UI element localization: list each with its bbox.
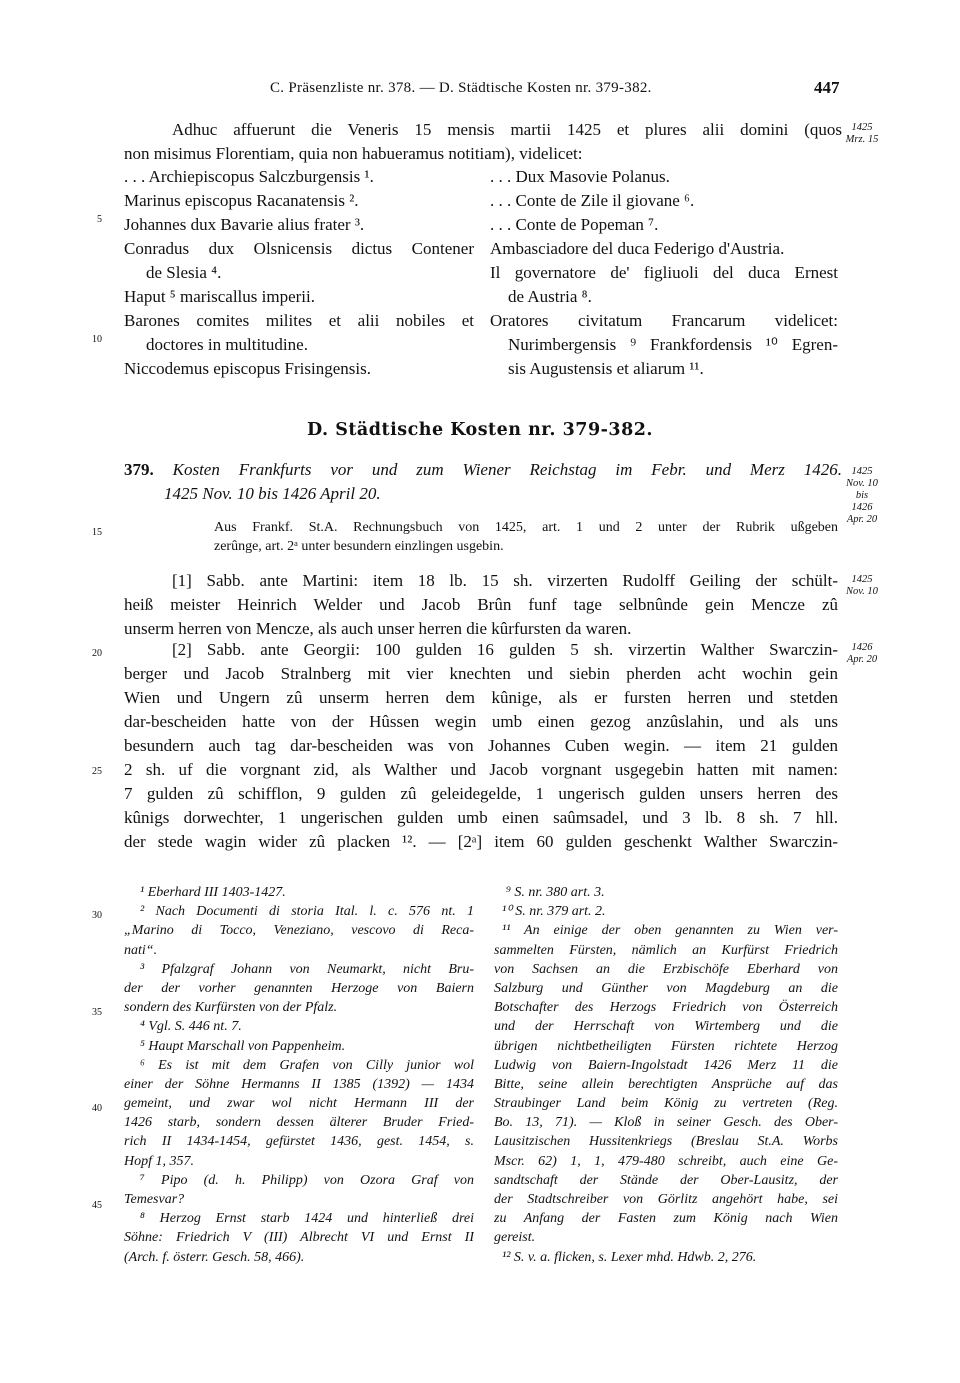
footnote-line: Söhne: Friedrich V (III) Albrecht VI und Ernst II	[124, 1230, 474, 1246]
list-item: de Slesia ⁴.	[146, 263, 222, 282]
list-item: de Austria ⁸.	[508, 287, 592, 306]
footnote-line: Straubinger Land beim König zu vertreten (Reg.	[494, 1096, 838, 1112]
footnote-line: Temesvar?	[124, 1192, 185, 1207]
footnote-line: sondern des Kurfürsten von der Pfalz.	[124, 1000, 338, 1016]
line-number: 30	[92, 910, 102, 921]
entry-1-margin	[840, 574, 884, 598]
list-item: Conradus dux Olsnicensis dictus Contener	[124, 239, 474, 258]
list-item: . . . Dux Masovie Polanus.	[490, 167, 670, 186]
list-item: sis Augustensis et aliarum ¹¹.	[508, 359, 704, 378]
footnote-line: der Stadtschreiber von Görlitz angehört habe, sei	[494, 1192, 838, 1207]
entry-line: dar-bescheiden hatte von der Hûssen wegin umb einen gezog anzûslahin, und als uns	[124, 712, 838, 731]
source-line-2: zerûnge, art. 2ᵃ unter besundern einzlingen usgebin.	[214, 539, 504, 554]
attendee-list-left	[124, 165, 474, 381]
attendee-list-right	[490, 165, 838, 381]
list-item: Marinus episcopus Racanatensis ².	[124, 191, 359, 210]
list-item: Haput ⁵ mariscallus imperii.	[124, 287, 315, 306]
list-item: Nurimbergensis ⁹ Frankfordensis ¹⁰ Egren-	[508, 335, 838, 354]
entry-line: der stede wagin wider zû placken ¹². — [2ᵃ] item 60 gulden geschenkt Walther Swarczin-	[124, 832, 838, 851]
footnote-line: ² Nach Documenti di storia Ital. l. c. 576 nt. 1	[140, 904, 474, 920]
running-head: C. Präsenzliste nr. 378. — D. Städtische Kosten nr. 379-382.	[270, 80, 652, 96]
footnote-line: Mscr. 62) 1, 1, 479-480 schreibt, auch eine Ge-	[494, 1153, 838, 1169]
entry-line: unserm herren von Mencze, als auch unser herren die kûrfursten da waren.	[124, 619, 632, 638]
list-item: . . . Archiepiscopus Salczburgensis ¹.	[124, 167, 374, 186]
footnote-line: ¹² S. v. a. flicken, s. Lexer mhd. Hdwb. 2, 276.	[502, 1249, 757, 1265]
margin-range-item: Apr. 20	[846, 514, 878, 525]
list-item: Niccodemus episcopus Frisingensis.	[124, 359, 371, 378]
line-number: 10	[92, 334, 102, 345]
footnote-line: von Sachsen an die Erzbischöfe Eberhard von	[494, 961, 838, 977]
footnote-line: Salzburg und Günther von Magdeburg an die	[494, 980, 838, 996]
line-number: 40	[92, 1103, 102, 1114]
margin-item: Nov. 10	[846, 586, 878, 597]
list-item: . . . Conte de Zile il giovane ⁶.	[490, 191, 695, 210]
margin-date: Mrz. 15	[845, 134, 879, 145]
margin-range-item: bis	[855, 490, 869, 501]
entry-line: 7 gulden zû schifflon, 9 gulden zû geleidegelde, 1 ungerisch gulden unsers herren des	[124, 784, 838, 803]
list-item: Johannes dux Bavarie alius frater ³.	[124, 215, 365, 234]
document-date: 1425 Nov. 10 bis 1426 April 20.	[164, 484, 381, 503]
line-number: 35	[92, 1007, 102, 1018]
document-title-line-1	[124, 458, 842, 482]
footnote-line: ⁵ Haupt Marschall von Pappenheim.	[140, 1038, 346, 1054]
footnote-line: gereist.	[494, 1230, 536, 1246]
footnote-line: ¹¹ An einige der oben genannten zu Wien ver-	[502, 923, 838, 939]
document-title: Kosten Frankfurts vor und zum Wiener Reichstag im Febr. und Merz 1426.	[172, 460, 842, 479]
line-number: 25	[92, 766, 102, 777]
footnote-line: (Arch. f. österr. Gesch. 58, 466).	[124, 1249, 305, 1265]
footnote-line: Bitte, seine allein berechtigten Ansprüche auf das	[494, 1076, 838, 1092]
entry-line: 2 sh. uf die vorgnant zid, als Walther und Jacob vorgnant usgegebin hatten mit namen:	[124, 760, 838, 779]
margin-year: 1425	[851, 122, 873, 133]
footnote-line: Lausitzischen Hussitenkriegs (Breslau St.A. Worbs	[494, 1134, 838, 1150]
entry-line: heiß meister Heinrich Welder und Jacob Brûn funf tage selbnûnde gein Mencze zû	[124, 595, 838, 614]
line-number: 15	[92, 527, 102, 538]
margin-item: Apr. 20	[846, 654, 878, 665]
footnote-line: ⁷ Pipo (d. h. Philipp) von Ozora Graf von	[140, 1172, 474, 1188]
footnote-line: ¹ Eberhard III 1403-1427.	[140, 885, 286, 900]
footnote-line: ⁸ Herzog Ernst starb 1424 und hinterließ drei	[140, 1211, 474, 1227]
list-item: Ambasciadore del duca Federigo d'Austria.	[490, 239, 785, 258]
page-number: 447	[814, 78, 840, 97]
footnote-line: Hopf 1, 357.	[124, 1153, 194, 1169]
list-item: Il governatore de' figliuoli del duca Ernest	[490, 263, 838, 282]
opening-line-1: Adhuc affuerunt die Veneris 15 mensis martii 1425 et plures alii domini (quos	[172, 120, 842, 139]
margin-item: 1426	[851, 642, 873, 653]
footnote-line: Ludwig von Baiern-Ingolstadt 1426 Merz 11 die	[494, 1057, 838, 1073]
entry-2	[124, 638, 838, 854]
document-number: 379.	[124, 460, 154, 479]
footnote-line: Botschafter des Herzogs Friedrich von Österreich	[494, 1000, 838, 1016]
margin-range-item: 1425	[851, 466, 873, 477]
source-line-1: Aus Frankf. St.A. Rechnungsbuch von 1425, art. 1 und 2 unter der Rubrik ußgeben	[214, 520, 838, 535]
list-item: Barones comites milites et alii nobiles et	[124, 311, 474, 330]
footnote-line: zu Anfang der Fasten zum König nach Wien	[494, 1211, 838, 1227]
margin-range-item: Nov. 10	[846, 478, 878, 489]
entry-2-margin	[840, 642, 884, 666]
line-number: 20	[92, 648, 102, 659]
footnotes-right	[494, 883, 838, 1267]
footnote-line: ⁴ Vgl. S. 446 nt. 7.	[140, 1019, 242, 1035]
opening-line-2: non misimus Florentiam, quia non habueramus notitiam), videlicet:	[124, 144, 583, 163]
footnote-line: nati“.	[124, 942, 158, 958]
footnote-line: 1426 starb, sondern dessen älterer Bruder Fried-	[124, 1115, 474, 1131]
footnotes-left	[124, 883, 474, 1267]
footnote-line: sammelten Fürsten, nämlich an Kurfürst Friedrich	[494, 942, 838, 958]
footnote-line: ¹⁰ S. nr. 379 art. 2.	[502, 904, 606, 920]
document-heading	[124, 458, 842, 506]
list-item: Oratores civitatum Francarum videlicet:	[490, 311, 838, 330]
margin-range-item: 1426	[851, 502, 873, 513]
footnote-line: gemeint, und zwar wol nicht Hermann III der	[124, 1096, 474, 1112]
footnote-line: der der vorher genannten Herzoge von Baiern	[124, 980, 474, 996]
footnote-line: Bo. 13, 71). — Kloß in seiner Gesch. des Ober-	[494, 1115, 838, 1131]
margin-item: 1425	[851, 574, 873, 585]
margin-range	[840, 466, 884, 526]
footnote-line: ⁹ S. nr. 380 art. 3.	[506, 885, 605, 900]
footnote-line: „Marino di Tocco, Veneziano, vescovo di Reca-	[124, 923, 474, 939]
footnote-line: ⁶ Es ist mit dem Grafen von Cilly junior wol	[140, 1057, 474, 1073]
footnote-line: übrigen nichtbetheiligten Fürsten richtete Herzog	[494, 1038, 838, 1054]
footnote-line: rich II 1434-1454, gefürstet 1436, gest. 1454, s.	[124, 1134, 474, 1150]
entry-line: [1] Sabb. ante Martini: item 18 lb. 15 sh. virzerten Rudolff Geiling der schült-	[172, 571, 838, 590]
entry-line: besundern auch tag dar-bescheiden was von Johannes Cuben wegin. — item 21 gulden	[124, 736, 838, 755]
list-item: . . . Conte de Popeman ⁷.	[490, 215, 659, 234]
entry-line: [2] Sabb. ante Georgii: 100 gulden 16 gulden 5 sh. virzertin Walther Swarczin-	[172, 640, 838, 659]
line-number: 5	[97, 214, 102, 225]
line-number: 45	[92, 1200, 102, 1211]
entry-1	[124, 569, 838, 641]
entry-line: berger und Jacob Stralnberg mit vier knechten und siebin pherden acht wochin gein	[124, 664, 838, 683]
entry-line: kûnigs dorwechter, 1 ungerischen gulden umb einen saûmsadel, und 3 lb. 8 sh. 7 hll.	[124, 808, 838, 827]
footnote-line: einer der Söhne Hermanns II 1385 (1392) — 1434	[124, 1076, 474, 1092]
entry-line: Wien und Ungern zû unserm herren dem kûnige, als er fursten herren und stetden	[124, 688, 838, 707]
list-item: doctores in multitudine.	[146, 335, 308, 354]
section-title: D. Städtische Kosten nr. 379-382.	[306, 420, 654, 440]
footnote-line: ³ Pfalzgraf Johann von Neumarkt, nicht Bru-	[140, 961, 474, 977]
footnote-line: und der Herrschaft von Wirtemberg und die	[494, 1019, 838, 1035]
footnote-line: sandtschaft der Stände der Ober-Lausitz, der	[494, 1172, 838, 1188]
